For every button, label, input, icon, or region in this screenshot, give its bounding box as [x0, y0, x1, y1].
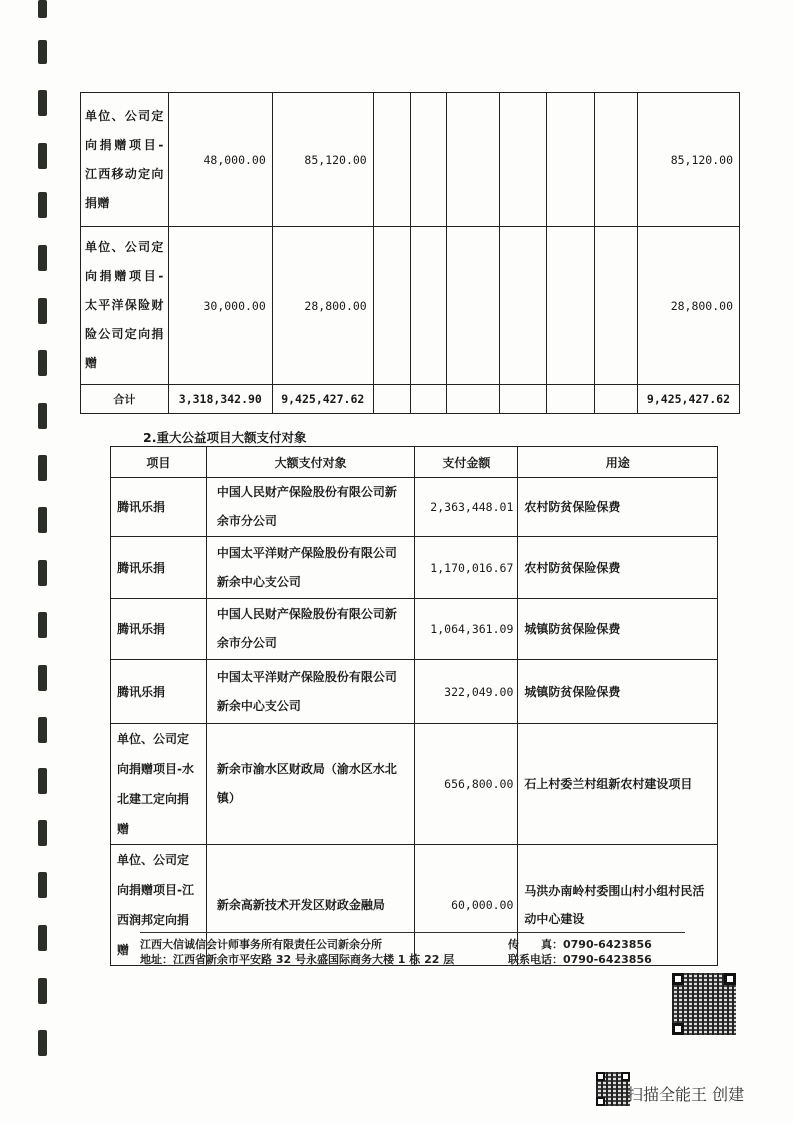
payee-cell: 中国太平洋财产保险股份有限公司新余中心支公司 [206, 660, 415, 724]
project-cell: 单位、公司定向捐赠项目-江西润邦定向捐赠 [111, 845, 207, 966]
table-row [111, 724, 718, 845]
column-header: 支付金额 [415, 447, 518, 478]
binding-hole [38, 40, 47, 64]
project-cell: 单位、公司定向捐赠项目-水北建工定向捐赠 [111, 724, 207, 845]
empty-cell [410, 227, 446, 385]
binding-hole [38, 245, 47, 271]
phone-number: 联系电话：0790-6423856 [508, 953, 652, 966]
binding-hole [38, 350, 47, 376]
binding-hole [38, 1030, 47, 1056]
firm-name: 江西大信诚信会计师事务所有限责任公司新余分所 [140, 938, 382, 951]
project-cell: 腾讯乐捐 [111, 599, 207, 660]
binding-hole [38, 192, 47, 218]
binding-hole [38, 298, 47, 324]
amount-cell: 322,049.00 [415, 660, 518, 724]
project-cell: 单位、公司定向捐赠项目-太平洋保险财险公司定向捐赠 [81, 227, 169, 385]
table-row [111, 537, 718, 599]
empty-cell [500, 93, 547, 227]
empty-cell [373, 385, 410, 414]
project-cell: 单位、公司定向捐赠项目-江西移动定向捐赠 [81, 93, 169, 227]
table-row [111, 660, 718, 724]
fax-number: 传 真：0790-6423856 [508, 938, 652, 951]
amount-cell: 85,120.00 [272, 93, 373, 227]
binding-hole [38, 455, 47, 481]
empty-cell [373, 227, 410, 385]
purpose-cell: 石上村委兰村组新农村建设项目 [518, 724, 718, 845]
binding-hole [38, 403, 47, 429]
table-row [111, 599, 718, 660]
empty-cell [500, 227, 547, 385]
empty-cell [595, 93, 638, 227]
payee-cell: 中国人民财产保险股份有限公司新余市分公司 [206, 599, 415, 660]
project-cell: 腾讯乐捐 [111, 537, 207, 599]
amount-cell: 656,800.00 [415, 724, 518, 845]
project-cell: 腾讯乐捐 [111, 478, 207, 537]
binding-hole [38, 925, 47, 951]
binding-hole [38, 978, 47, 1004]
table-row [81, 227, 740, 385]
empty-cell [373, 93, 410, 227]
binding-hole [38, 0, 47, 18]
purpose-cell: 城镇防贫保险保费 [518, 660, 718, 724]
empty-cell [547, 93, 595, 227]
column-header: 大额支付对象 [206, 447, 415, 478]
payee-cell: 中国太平洋财产保险股份有限公司新余中心支公司 [206, 537, 415, 599]
amount-cell: 48,000.00 [168, 93, 272, 227]
amount-cell: 60,000.00 [415, 845, 518, 966]
empty-cell [446, 93, 500, 227]
table-row [111, 478, 718, 537]
amount-cell: 1,064,361.09 [415, 599, 518, 660]
amount-cell: 1,170,016.67 [415, 537, 518, 599]
total-amount: 9,425,427.62 [272, 385, 373, 414]
binding-hole [38, 560, 47, 586]
purpose-cell: 马洪办南岭村委围山村小组村民活动中心建设 [518, 845, 718, 966]
amount-cell: 28,800.00 [272, 227, 373, 385]
payee-cell: 中国人民财产保险股份有限公司新余市分公司 [206, 478, 415, 537]
binding-hole [38, 768, 47, 794]
empty-cell [547, 227, 595, 385]
column-header: 项目 [111, 447, 207, 478]
binding-hole [38, 717, 47, 743]
empty-cell [446, 227, 500, 385]
table-header-row [111, 447, 718, 478]
binding-hole [38, 612, 47, 638]
binding-hole [38, 820, 47, 846]
project-cell: 腾讯乐捐 [111, 660, 207, 724]
empty-cell [410, 93, 446, 227]
total-amount: 3,318,342.90 [168, 385, 272, 414]
purpose-cell: 农村防贫保险保费 [518, 537, 718, 599]
empty-cell [547, 385, 595, 414]
total-amount: 9,425,427.62 [637, 385, 739, 414]
total-label: 合计 [81, 385, 169, 414]
amount-cell: 85,120.00 [637, 93, 739, 227]
table-row [81, 93, 740, 227]
footer-divider [140, 932, 685, 933]
binding-hole [38, 90, 47, 116]
empty-cell [595, 385, 638, 414]
binding-hole [38, 665, 47, 691]
large-payment-table [110, 446, 718, 966]
amount-cell: 30,000.00 [168, 227, 272, 385]
binding-hole [38, 507, 47, 533]
firm-address: 地址：江西省新余市平安路 32 号永盛国际商务大楼 1 栋 22 层 [140, 953, 455, 966]
binding-hole [38, 872, 47, 898]
section-title: 2.重大公益项目大额支付对象 [143, 430, 307, 445]
empty-cell [446, 385, 500, 414]
empty-cell [410, 385, 446, 414]
purpose-cell: 农村防贫保险保费 [518, 478, 718, 537]
empty-cell [500, 385, 547, 414]
scanner-watermark: 扫描全能王 创建 [627, 1085, 745, 1104]
donation-income-table [80, 92, 740, 414]
scanner-logo-icon [596, 1072, 630, 1106]
column-header: 用途 [518, 447, 718, 478]
amount-cell: 28,800.00 [637, 227, 739, 385]
payee-cell: 新余市渝水区财政局（渝水区水北镇） [206, 724, 415, 845]
binding-hole [38, 143, 47, 169]
payee-cell: 新余高新技术开发区财政金融局 [206, 845, 415, 966]
qr-code-icon [672, 973, 736, 1035]
empty-cell [595, 227, 638, 385]
purpose-cell: 城镇防贫保险保费 [518, 599, 718, 660]
amount-cell: 2,363,448.01 [415, 478, 518, 537]
total-row [81, 385, 740, 414]
